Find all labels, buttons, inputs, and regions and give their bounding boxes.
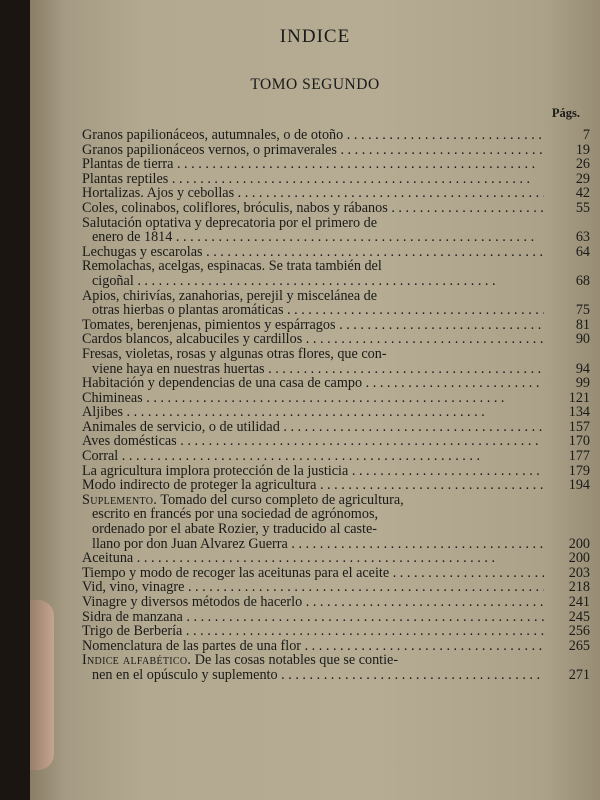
toc-entry — [82, 405, 590, 420]
toc-entry — [82, 216, 590, 245]
toc-entry — [82, 259, 590, 288]
toc-entry-page: 26 — [575, 156, 590, 173]
toc-entry-page: 134 — [568, 404, 590, 421]
toc-entry-page: 94 — [575, 360, 590, 377]
toc-entry — [82, 332, 590, 347]
toc-entry — [82, 186, 590, 201]
toc-entry-text: llano por don Juan Alvarez Guerra . . . — [82, 537, 544, 552]
toc-entry — [82, 289, 590, 318]
toc-entry-lead: De las cosas notables que se contie- — [194, 652, 399, 669]
toc-entry-text: Chimineas . . . — [82, 391, 544, 406]
toc-entry — [82, 143, 590, 158]
toc-entry — [82, 478, 590, 493]
toc-entry-lead: Tomado del curso completo de agricultura, — [160, 491, 404, 508]
toc-entry-page: 75 — [575, 302, 590, 319]
toc-entry — [82, 420, 590, 435]
toc-entry-text: Animales de servicio, o de utilidad . . . — [82, 420, 544, 435]
toc-entry — [82, 434, 590, 449]
toc-entry-lead: Apios, chirivías, zanahorias, perejil y miscelánea de — [82, 287, 378, 304]
toc-entry-text: Tiempo y modo de recoger las aceitunas para el aceite . . . — [82, 566, 544, 581]
toc-entry-page: 200 — [568, 535, 590, 552]
toc-entry — [82, 639, 590, 654]
toc-entry-text: La agricultura implora protección de la justicia . . . — [82, 464, 544, 479]
toc-entry — [82, 551, 590, 566]
toc-entry-page: 194 — [568, 477, 590, 494]
toc-entry — [82, 128, 590, 143]
toc-entry — [82, 157, 590, 172]
toc-entry-page: 170 — [568, 433, 590, 450]
toc-entry-text: Aves domésticas . . . — [82, 434, 544, 449]
toc-entry-text: cigoñal . . . — [82, 274, 544, 289]
toc-entry-indice-alfabetico — [82, 653, 590, 682]
toc-entry-page: 55 — [575, 199, 590, 216]
toc-entry — [82, 449, 590, 464]
toc-entry-page: 265 — [568, 637, 590, 654]
toc-entry-page: 218 — [568, 579, 590, 596]
toc-entry-page: 90 — [575, 331, 590, 348]
toc-entry-text: enero de 1814 . . . — [82, 230, 544, 245]
toc-entry — [82, 566, 590, 581]
toc-entry-text: Modo indirecto de proteger la agricultura . . . — [82, 478, 544, 493]
toc-entry — [82, 172, 590, 187]
section-subtitle: TOMO SEGUNDO — [250, 76, 380, 93]
toc-entry-page: 203 — [568, 564, 590, 581]
toc-entry-text: Aceituna . . . — [82, 551, 544, 566]
toc-entry — [82, 624, 590, 639]
toc-entry — [82, 595, 590, 610]
table-of-contents — [82, 128, 590, 683]
toc-entry-text: Vinagre y diversos métodos de hacerlo . . . — [82, 595, 544, 610]
thumb-shadow — [30, 600, 54, 770]
toc-entry-page: 29 — [575, 170, 590, 187]
toc-entry-text: Aljibes . . . — [82, 405, 544, 420]
pages-column-label: Págs. — [551, 106, 580, 120]
toc-entry-page: 19 — [575, 141, 590, 158]
toc-entry-text: Habitación y dependencias de una casa de campo . . . — [82, 376, 544, 391]
toc-entry-text: Granos papilionáceos, autumnales, o de otoño . . . — [82, 128, 544, 143]
toc-entry — [82, 464, 590, 479]
toc-entry — [82, 347, 590, 376]
toc-entry-page: 64 — [575, 243, 590, 260]
indice-alfabetico-label: Indice alfabético. — [82, 652, 192, 669]
toc-entry-page: 271 — [568, 666, 590, 683]
toc-entry-text: Vid, vino, vinagre . . . — [82, 580, 544, 595]
toc-entry-text: Coles, colinabos, coliflores, bróculis, nabos y rábanos . . . — [82, 201, 544, 216]
toc-entry-page: 256 — [568, 623, 590, 640]
toc-entry-page: 42 — [575, 185, 590, 202]
suplemento-label: Suplemento. — [82, 491, 158, 508]
toc-entry-page: 177 — [568, 448, 590, 465]
toc-entry-page: 200 — [568, 550, 590, 567]
toc-entry — [82, 580, 590, 595]
toc-entry-text: otras hierbas o plantas aromáticas . . . — [82, 303, 544, 318]
page-title: INDICE — [279, 26, 351, 47]
toc-entry-page: 7 — [582, 127, 590, 143]
toc-entry-text: Lechugas y escarolas . . . — [82, 245, 544, 260]
toc-entry — [82, 376, 590, 391]
toc-entry-lead: ordenado por el abate Rozier, y traducido al caste- — [92, 521, 378, 538]
toc-entry-text: Cardos blancos, alcabuciles y cardillos . . . — [82, 332, 544, 347]
toc-entry-page: 179 — [568, 462, 590, 479]
toc-entry-page: 241 — [568, 594, 590, 610]
toc-entry-text: Corral . . . — [82, 449, 544, 464]
toc-entry-text: Granos papilionáceos vernos, o primaverales . . . — [82, 143, 544, 158]
toc-entry-page: 63 — [575, 229, 590, 246]
toc-entry-page: 81 — [575, 316, 590, 333]
toc-entry — [82, 245, 590, 260]
toc-entry-text: viene haya en nuestras huertas . . . — [82, 362, 544, 377]
toc-entry — [82, 318, 590, 333]
toc-entry-suplemento — [82, 493, 590, 551]
toc-entry-text: Plantas reptiles . . . — [82, 172, 544, 187]
book-page — [30, 0, 600, 800]
toc-entry-lead: Fresas, violetas, rosas y algunas otras flores, que con- — [82, 345, 387, 362]
toc-entry-text: Trigo de Berbería . . . — [82, 624, 544, 639]
toc-entry — [82, 610, 590, 625]
toc-entry — [82, 391, 590, 406]
toc-entry-page: 245 — [568, 608, 590, 625]
toc-entry-lead: escrito en francés por una sociedad de agrónomos, — [92, 506, 379, 523]
toc-entry-page: 121 — [568, 389, 590, 406]
toc-entry-text: Sidra de manzana . . . — [82, 610, 544, 625]
toc-entry-text: Plantas de tierra . . . — [82, 157, 544, 172]
toc-entry-text: Hortalizas. Ajos y cebollas . . . — [82, 186, 544, 201]
toc-entry-lead: Remolachas, acelgas, espinacas. Se trata también del — [82, 258, 382, 275]
toc-entry-lead: Salutación optativa y deprecatoria por el primero de — [82, 214, 378, 231]
toc-entry — [82, 201, 590, 216]
toc-entry-page: 99 — [575, 375, 590, 392]
toc-entry-page: 68 — [575, 272, 590, 289]
toc-entry-page: 157 — [568, 418, 590, 435]
toc-entry-text: nen en el opúsculo y suplemento . . . — [82, 668, 544, 683]
toc-entry-text: Nomenclatura de las partes de una flor . . . — [82, 639, 544, 654]
toc-entry-text: Tomates, berenjenas, pimientos y espárragos . . . — [82, 318, 544, 333]
